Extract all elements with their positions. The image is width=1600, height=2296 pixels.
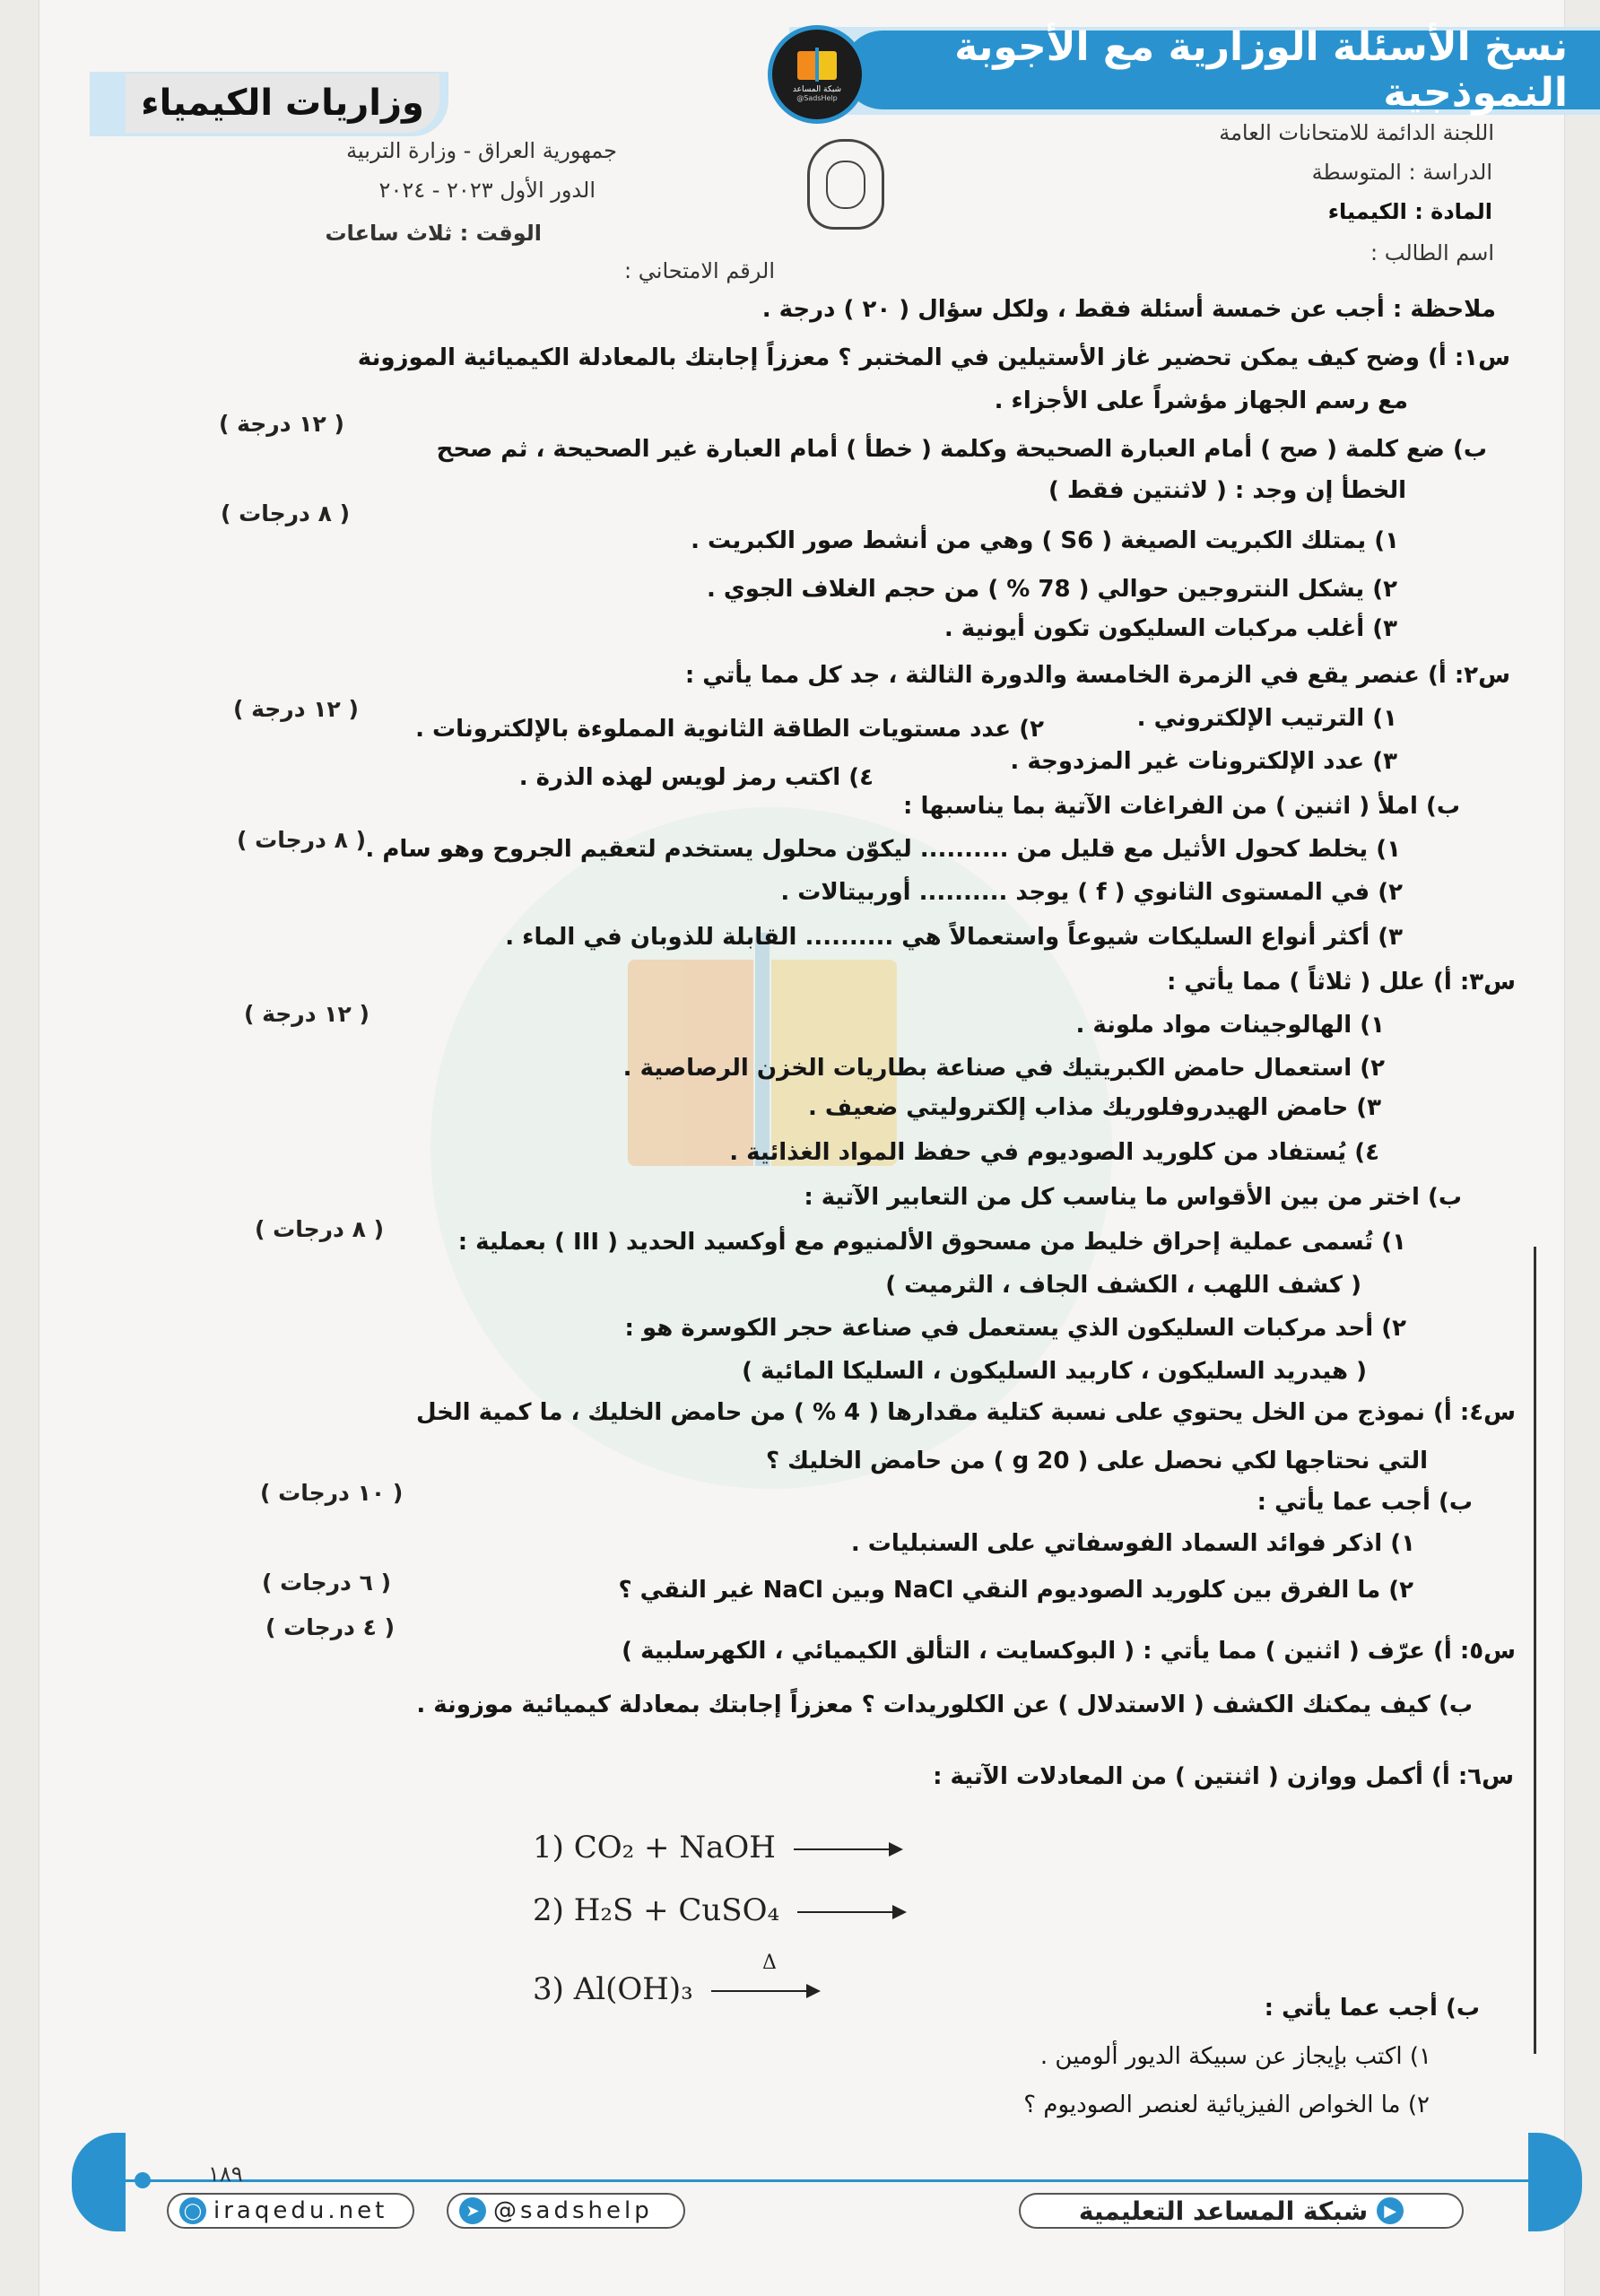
q4-b-item1: ١) اذكر فوائد السماد الفوسفاتي على السنبليات . (850, 1530, 1415, 1557)
q4-b-item2: ٢) ما الفرق بين كلوريد الصوديوم النقي NaCl وبين NaCl غير النقي ؟ (618, 1577, 1413, 1604)
network-link[interactable] (1019, 2193, 1464, 2229)
exam-number-label: الرقم الامتحاني : (624, 258, 775, 283)
subject-tag (126, 74, 439, 133)
q6-b-line1: ب) أجب عما يأتي : (1264, 1995, 1480, 2022)
website-label: iraqedu.net (213, 2197, 388, 2224)
website-link[interactable] (167, 2193, 414, 2229)
q3-a-item4: ٤) يُستفاد من كلوريد الصوديوم في حفظ المواد الغذائية . (729, 1139, 1379, 1166)
reaction-arrow-icon (711, 1990, 819, 1992)
q2-b-marks: ( ٨ درجات ) (237, 827, 366, 853)
q5-a-line1: س٥: أ) عرّف ( اثنين ) مما يأتي : ( البوكسايت ، التألق الكيميائي ، الكهرسلبية ) (622, 1638, 1516, 1665)
q6-b-item1: ١) اكتب بإيجاز عن سبيكة الديور ألومين . (1039, 2043, 1431, 2070)
q1-a-marks: ( ١٢ درجة ) (219, 411, 344, 437)
q3-a-item1: ١) الهالوجينات مواد ملونة . (1075, 1012, 1385, 1039)
q4-b-item1-marks: ( ٦ درجات ) (262, 1570, 391, 1596)
q2-b-item2: ٢) في المستوى الثانوي ( f ) يوجد .......... أوربيتالات . (780, 879, 1403, 906)
banner (843, 24, 1600, 116)
equation-2-text: 2) H₂S + CuSO₄ (533, 1892, 780, 1928)
q4-a-marks: ( ١٠ درجات ) (260, 1480, 404, 1506)
exam-round: الدور الأول ٢٠٢٣ - ٢٠٢٤ (378, 178, 596, 203)
q1-b-line1: ب) ضع كلمة ( صح ) أمام العبارة الصحيحة وكلمة ( خطأ ) أمام العبارة غير الصحيحة ، ثم صحح (436, 436, 1487, 463)
book-icon (797, 48, 837, 82)
telegram-link[interactable] (447, 2193, 685, 2229)
watermark-book-icon (628, 933, 897, 1166)
reaction-arrow-icon (797, 1911, 905, 1913)
reaction-arrow-icon (794, 1848, 901, 1850)
equation-1-text: 1) CO₂ + NaOH (533, 1830, 776, 1866)
q1-a-line1: س١: أ) وضح كيف يمكن تحضير غاز الأستيلين في المختبر ؟ معززاً إجابتك بالمعادلة الكيميائية الموزونة (357, 344, 1510, 371)
q3-a-line1: س٣: أ) علل ( ثلاثاً ) مما يأتي : (1166, 969, 1516, 996)
q2-b-item3: ٣) أكثر أنواع السليكات شيوعاً واستعمالاً هي .......... القابلة للذوبان في الماء . (505, 924, 1403, 951)
q6-a-line1: س٦: أ) أكمل ووازن ( اثنتين ) من المعادلات الآتية : (933, 1763, 1514, 1790)
q2-a-marks: ( ١٢ درجة ) (233, 696, 359, 722)
q2-a-item4: ٤) اكتب رمز لويس لهذه الذرة . (518, 764, 874, 791)
instructions-note: ملاحظة : أجب عن خمسة أسئلة فقط ، ولكل سؤال ( ٢٠ ) درجة . (761, 296, 1496, 323)
q6-b-item2: ٢) ما الخواص الفيزيائية لعنصر الصوديوم ؟ (1023, 2092, 1430, 2118)
q5-b-line1: ب) كيف يمكنك الكشف ( الاستدلال ) عن الكلوريدات ؟ معززاً إجابتك بمعادلة كيميائية موزونة . (416, 1692, 1473, 1718)
q1-b-line2: الخطأ إن وجد : ( لاثنتين فقط ) (1048, 477, 1406, 504)
network-label: شبكة المساعد التعليمية (1078, 2196, 1369, 2226)
q4-b-line1: ب) أجب عما يأتي : (1257, 1489, 1473, 1516)
equation-3 (533, 1971, 819, 2007)
q1-b-marks: ( ٨ درجات ) (221, 500, 350, 526)
q1-b-item2: ٢) يشكل النتروجين حوالي ( 78 % ) من حجم الغلاف الجوي . (706, 576, 1397, 603)
play-icon: ▶ (1377, 2197, 1404, 2224)
logo-handle: @SadsHelp (796, 93, 838, 102)
q4-b-item2-marks: ( ٤ درجات ) (265, 1614, 395, 1640)
q3-b-item2-options: ( هيدريد السليكون ، كاربيد السليكون ، السليكا المائية ) (742, 1358, 1367, 1385)
student-name-label: اسم الطالب : (1370, 240, 1494, 265)
q3-b-marks: ( ٨ درجات ) (255, 1216, 384, 1242)
telegram-icon: ➤ (459, 2197, 486, 2224)
network-logo (768, 25, 866, 124)
q3-a-marks: ( ١٢ درجة ) (244, 1001, 370, 1027)
q2-a-line1: س٢: أ) عنصر يقع في الزمرة الخامسة والدورة الثالثة ، جد كل مما يأتي : (684, 662, 1510, 689)
q3-a-item2: ٢) استعمال حامض الكبريتيك في صناعة بطاريات الخزن الرصاصية . (622, 1055, 1385, 1082)
margin-line (1534, 1247, 1536, 2054)
q2-a-item1: ١) الترتيب الإلكتروني . (1136, 705, 1397, 732)
committee-name: اللجنة الدائمة للامتحانات العامة (1219, 120, 1494, 145)
q4-a-line1: س٤: أ) نموذج من الخل يحتوي على نسبة كتلية مقدارها ( 4 % ) من حامض الخليك ، ما كمية الخل (415, 1399, 1516, 1426)
q3-b-line1: ب) اختر من بين الأقواس ما يناسب كل من التعابير الآتية : (804, 1184, 1462, 1211)
q3-b-item1: ١) تُسمى عملية إحراق خليط من مسحوق الألمنيوم مع أوكسيد الحديد ( III ) بعملية : (457, 1229, 1406, 1256)
subject-name: المادة : الكيمياء (1327, 199, 1492, 224)
q3-a-item3: ٣) حامض الهيدروفلوريك مذاب إلكتروليتي ضعيف . (807, 1094, 1381, 1121)
globe-icon: ◯ (179, 2197, 206, 2224)
footer-divider (126, 2179, 1528, 2182)
q4-a-line2: التي نحتاجها لكي نحصل على ( 20 g ) من حامض الخليك ؟ (765, 1448, 1428, 1474)
q1-b-item1: ١) يمتلك الكبريت الصيغة ( S6 ) وهي من أنشط صور الكبريت . (691, 527, 1399, 554)
footer-dot (135, 2172, 151, 2188)
exam-duration: الوقت : ثلاث ساعات (325, 221, 542, 246)
q2-b-line1: ب) املأ ( اثنين ) من الفراغات الآتية بما يناسبها : (903, 793, 1460, 820)
logo-caption: شبكة المساعد (792, 84, 842, 94)
country-ministry: جمهورية العراق - وزارة التربية (346, 138, 617, 163)
q2-a-item3: ٣) عدد الإلكترونات غير المزدوجة . (1010, 748, 1397, 775)
footer-right-cap (1528, 2133, 1582, 2231)
ministry-seal-icon (807, 139, 884, 230)
page-number: ١٨٩ (208, 2161, 243, 2187)
equation-3-text: 3) Al(OH)₃ (533, 1971, 693, 2007)
q1-a-line2: مع رسم الجهاز مؤشراً على الأجزاء . (994, 387, 1408, 414)
q1-b-item3: ٣) أغلب مركبات السليكون تكون أيونية . (943, 615, 1397, 642)
banner-title: نسخ الأسئلة الوزارية مع الأجوبة النموذجية (954, 24, 1568, 116)
heat-condition: Δ (762, 1952, 777, 1974)
telegram-label: @sadshelp (493, 2197, 653, 2224)
equation-2 (533, 1892, 905, 1928)
q3-b-item2: ٢) أحد مركبات السليكون الذي يستعمل في صناعة حجر الكوسرة هو : (624, 1315, 1406, 1342)
equation-1 (533, 1830, 901, 1866)
q2-b-item1: ١) يخلط كحول الأثيل مع قليل من .......... ليكوّن محلول يستخدم لتعقيم الجروح وهو سام . (365, 836, 1401, 863)
q2-a-item2: ٢) عدد مستويات الطاقة الثانوية المملوءة بالإلكترونات . (415, 716, 1044, 743)
subject-tag-label: وزاريات الكيمياء (141, 83, 424, 124)
q3-b-item1-options: ( كشف اللهب ، الكشف الجاف ، الثرميت ) (885, 1272, 1361, 1299)
study-level: الدراسة : المتوسطة (1311, 160, 1492, 185)
